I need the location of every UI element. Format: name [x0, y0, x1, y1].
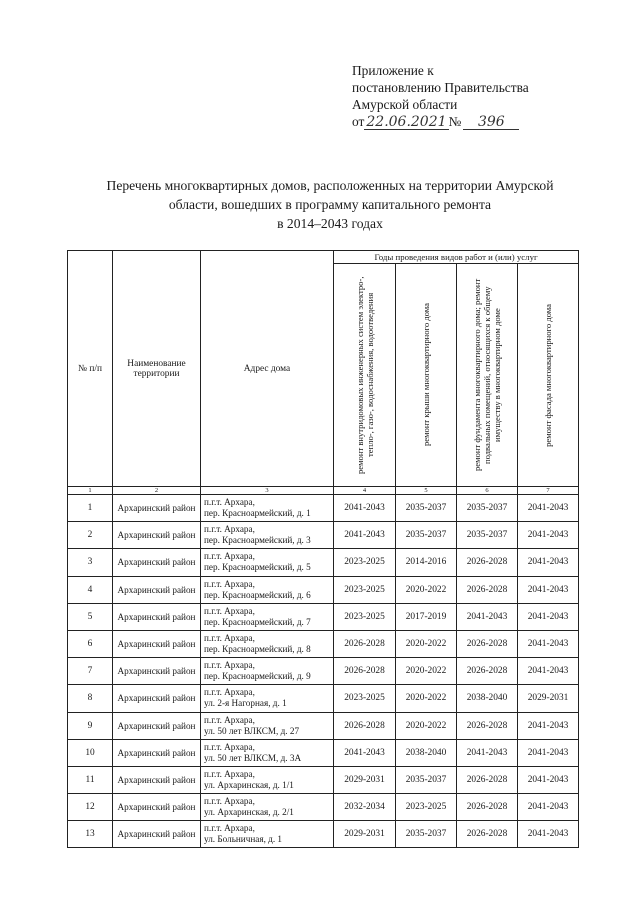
row-number: 11: [68, 766, 113, 793]
appendix-line-2: постановлению Правительства: [352, 80, 529, 95]
row-territory: Архаринский район: [113, 522, 201, 549]
row-territory: Архаринский район: [113, 603, 201, 630]
row-foundation: 2026-2028: [457, 794, 518, 821]
address-line-2: пер. Красноармейский, д. 9: [204, 671, 311, 682]
row-engineering-systems: 2041-2043: [334, 522, 396, 549]
row-foundation: 2026-2028: [457, 549, 518, 576]
row-foundation: 2038-2040: [457, 685, 518, 712]
row-facade: 2041-2043: [518, 576, 579, 603]
address-line-1: п.г.т. Архара,: [204, 768, 255, 779]
row-facade: 2029-2031: [518, 685, 579, 712]
row-foundation: 2026-2028: [457, 712, 518, 739]
row-facade: 2041-2043: [518, 712, 579, 739]
row-engineering-systems: 2026-2028: [334, 658, 396, 685]
appendix-line-1: Приложение к: [352, 63, 434, 78]
address-line-1: п.г.т. Архара,: [204, 660, 255, 671]
row-engineering-systems: 2041-2043: [334, 495, 396, 522]
address-line-1: п.г.т. Архара,: [204, 714, 255, 725]
row-roof: 2023-2025: [396, 794, 457, 821]
address-line-1: п.г.т. Архара,: [204, 497, 255, 508]
row-facade: 2041-2043: [518, 766, 579, 793]
table-row: [68, 576, 579, 603]
column-index: 2: [113, 487, 201, 495]
table-body: [68, 495, 579, 848]
handwritten-number: 396: [463, 115, 519, 130]
table-row: [68, 766, 579, 793]
row-territory: Архаринский район: [113, 685, 201, 712]
row-address: [201, 658, 334, 685]
row-address: [201, 821, 334, 848]
row-territory: Архаринский район: [113, 821, 201, 848]
header-col-7: [518, 264, 579, 487]
address-line-2: ул. 2-я Нагорная, д. 1: [204, 698, 287, 709]
address-line-2: ул. Архаринская, д. 1/1: [204, 779, 294, 790]
row-foundation: 2026-2028: [457, 630, 518, 657]
handwritten-date: 22.06.2021: [366, 114, 447, 130]
column-index-row: [68, 487, 579, 495]
address-line-2: ул. Больничная, д. 1: [204, 834, 283, 845]
table-row: [68, 495, 579, 522]
row-territory: Архаринский район: [113, 630, 201, 657]
number-prefix: №: [448, 114, 462, 129]
address-line-2: ул. 50 лет ВЛКСМ, д. 27: [204, 725, 300, 736]
row-number: 5: [68, 603, 113, 630]
row-roof: 2017-2019: [396, 603, 457, 630]
table-row: [68, 712, 579, 739]
row-facade: 2041-2043: [518, 549, 579, 576]
address-line-2: ул. 50 лет ВЛКСМ, д. 3А: [204, 752, 302, 763]
row-address: [201, 630, 334, 657]
header-col-4: [334, 264, 396, 487]
address-line-2: пер. Красноармейский, д. 1: [204, 508, 311, 519]
row-address: [201, 766, 334, 793]
row-territory: Архаринский район: [113, 549, 201, 576]
address-line-2: пер. Красноармейский, д. 5: [204, 562, 311, 573]
column-index: 1: [68, 487, 113, 495]
column-index: 4: [334, 487, 396, 495]
row-address: [201, 522, 334, 549]
address-line-1: п.г.т. Архара,: [204, 578, 255, 589]
address-line-1: п.г.т. Архара,: [204, 633, 255, 644]
address-line-1: п.г.т. Архара,: [204, 551, 255, 562]
header-territory: Наименование территории: [113, 251, 201, 487]
title-line-1: Перечень многоквартирных домов, расположенных на территории Амурской: [106, 178, 554, 193]
housing-register-table: [67, 250, 579, 848]
title-line-2: области, вошедших в программу капитального ремонта: [168, 197, 492, 212]
header-address: Адрес дома: [201, 251, 334, 487]
table-row: [68, 522, 579, 549]
row-engineering-systems: 2023-2025: [334, 603, 396, 630]
row-facade: 2041-2043: [518, 630, 579, 657]
row-number: 6: [68, 630, 113, 657]
row-foundation: 2026-2028: [457, 576, 518, 603]
table-row: [68, 739, 579, 766]
row-number: 3: [68, 549, 113, 576]
header-col-6-text: ремонт фундамента многоквартирного дома; ремонт подвальных помещений, относящихся к общему имуществу в многоквартирном доме: [472, 278, 502, 472]
row-facade: 2041-2043: [518, 522, 579, 549]
table-row: [68, 821, 579, 848]
row-engineering-systems: 2026-2028: [334, 630, 396, 657]
row-facade: 2041-2043: [518, 821, 579, 848]
row-engineering-systems: 2023-2025: [334, 576, 396, 603]
column-index: 6: [457, 487, 518, 495]
date-prefix: от: [352, 114, 365, 129]
table-row: [68, 603, 579, 630]
row-roof: 2035-2037: [396, 821, 457, 848]
table-row: [68, 658, 579, 685]
row-foundation: 2026-2028: [457, 821, 518, 848]
address-line-2: пер. Красноармейский, д. 8: [204, 644, 311, 655]
row-roof: 2035-2037: [396, 766, 457, 793]
header-col-7-text: ремонт фасада многоквартирного дома: [543, 303, 554, 447]
row-engineering-systems: 2029-2031: [334, 766, 396, 793]
table-row: [68, 685, 579, 712]
row-facade: 2041-2043: [518, 739, 579, 766]
row-address: [201, 794, 334, 821]
row-territory: Архаринский район: [113, 712, 201, 739]
appendix-block: [352, 62, 612, 130]
row-address: [201, 712, 334, 739]
row-roof: 2020-2022: [396, 576, 457, 603]
row-roof: 2038-2040: [396, 739, 457, 766]
table-row: [68, 630, 579, 657]
row-engineering-systems: 2026-2028: [334, 712, 396, 739]
row-foundation: 2026-2028: [457, 766, 518, 793]
row-territory: Архаринский район: [113, 495, 201, 522]
header-num: № п/п: [68, 251, 113, 487]
row-roof: 2020-2022: [396, 658, 457, 685]
row-roof: 2020-2022: [396, 712, 457, 739]
address-line-2: пер. Красноармейский, д. 3: [204, 535, 311, 546]
row-number: 12: [68, 794, 113, 821]
row-address: [201, 576, 334, 603]
row-roof: 2020-2022: [396, 685, 457, 712]
row-engineering-systems: 2041-2043: [334, 739, 396, 766]
row-address: [201, 603, 334, 630]
row-address: [201, 739, 334, 766]
row-roof: 2014-2016: [396, 549, 457, 576]
row-number: 2: [68, 522, 113, 549]
row-facade: 2041-2043: [518, 658, 579, 685]
row-engineering-systems: 2023-2025: [334, 549, 396, 576]
row-territory: Архаринский район: [113, 576, 201, 603]
address-line-1: п.г.т. Архара,: [204, 687, 255, 698]
table-row: [68, 794, 579, 821]
row-foundation: 2041-2043: [457, 603, 518, 630]
row-number: 10: [68, 739, 113, 766]
row-number: 7: [68, 658, 113, 685]
row-facade: 2041-2043: [518, 794, 579, 821]
row-number: 4: [68, 576, 113, 603]
row-roof: 2035-2037: [396, 495, 457, 522]
row-territory: Архаринский район: [113, 739, 201, 766]
header-col-5-text: ремонт крыши многоквартирного дома: [421, 303, 431, 447]
address-line-1: п.г.т. Архара,: [204, 741, 255, 752]
row-foundation: 2041-2043: [457, 739, 518, 766]
appendix-line-3: Амурской области: [352, 97, 458, 112]
column-index: 5: [396, 487, 457, 495]
row-foundation: 2035-2037: [457, 522, 518, 549]
row-facade: 2041-2043: [518, 495, 579, 522]
column-index: 3: [201, 487, 334, 495]
address-line-1: п.г.т. Архара,: [204, 796, 255, 807]
row-address: [201, 495, 334, 522]
row-number: 1: [68, 495, 113, 522]
address-line-1: п.г.т. Архара,: [204, 524, 255, 535]
address-line-2: ул. Архаринская, д. 2/1: [204, 807, 294, 818]
row-number: 13: [68, 821, 113, 848]
address-line-1: п.г.т. Архара,: [204, 823, 255, 834]
row-facade: 2041-2043: [518, 603, 579, 630]
row-foundation: 2026-2028: [457, 658, 518, 685]
appendix-date-line: [352, 113, 612, 130]
row-foundation: 2035-2037: [457, 495, 518, 522]
header-col-5: [396, 264, 457, 487]
row-address: [201, 685, 334, 712]
header-years-group: Годы проведения видов работ и (или) услуг: [334, 251, 579, 264]
column-index: 7: [518, 487, 579, 495]
header-col-6: [457, 264, 518, 487]
row-engineering-systems: 2029-2031: [334, 821, 396, 848]
row-number: 9: [68, 712, 113, 739]
address-line-2: пер. Красноармейский, д. 6: [204, 589, 311, 600]
row-engineering-systems: 2032-2034: [334, 794, 396, 821]
row-territory: Архаринский район: [113, 766, 201, 793]
row-number: 8: [68, 685, 113, 712]
row-address: [201, 549, 334, 576]
table-row: [68, 549, 579, 576]
row-territory: Архаринский район: [113, 658, 201, 685]
header-col-4-text: ремонт внутридомовых инженерных систем электро-, тепло-, газо-, водоснабжения, водоотведения: [354, 276, 375, 474]
row-roof: 2035-2037: [396, 522, 457, 549]
row-engineering-systems: 2023-2025: [334, 685, 396, 712]
row-territory: Архаринский район: [113, 794, 201, 821]
document-title: [80, 176, 580, 233]
address-line-1: п.г.т. Архара,: [204, 605, 255, 616]
row-roof: 2020-2022: [396, 630, 457, 657]
address-line-2: пер. Красноармейский, д. 7: [204, 616, 311, 627]
title-line-3: в 2014–2043 годах: [277, 216, 383, 231]
